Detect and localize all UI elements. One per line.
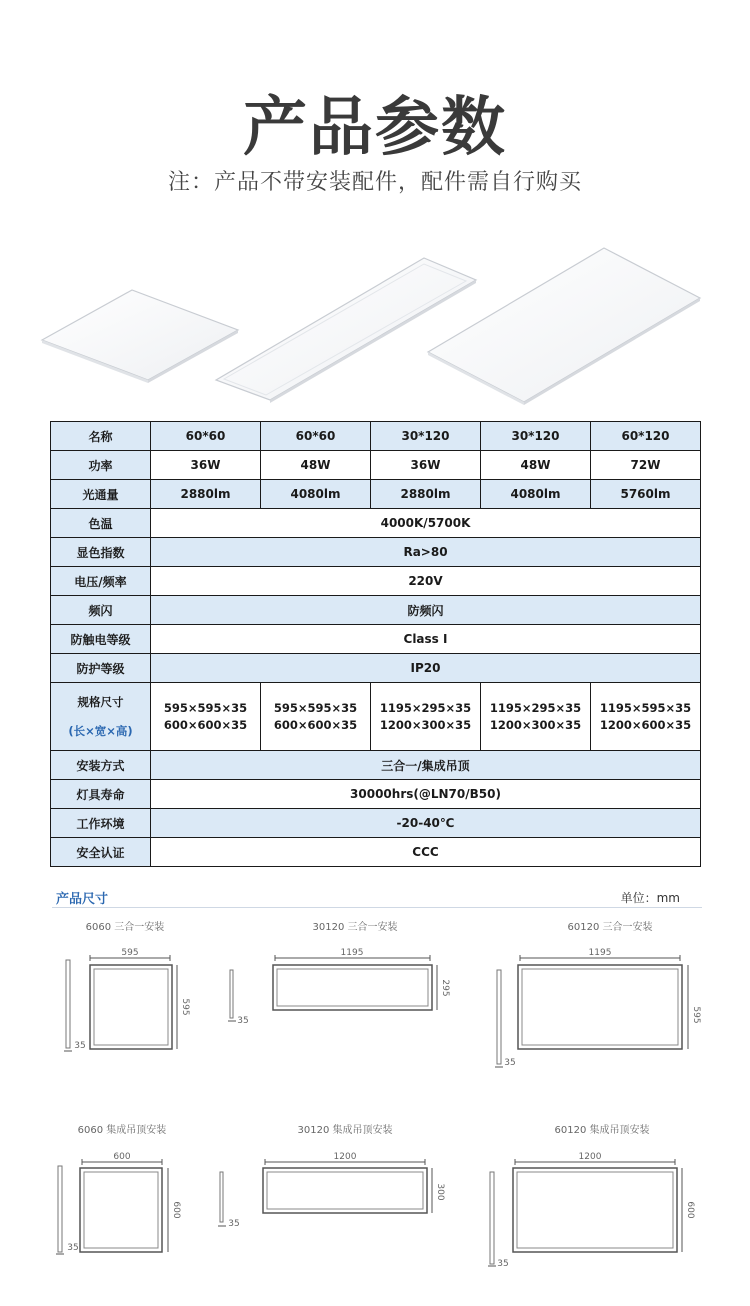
spec-row-installation xyxy=(51,751,701,780)
dimension-width: 1200 xyxy=(578,1152,602,1162)
dimension-depth: 35 xyxy=(237,1016,249,1026)
dimension-width: 600 xyxy=(113,1152,131,1162)
panel-30x120 xyxy=(216,258,476,403)
spec-label-main: 规格尺寸 xyxy=(77,694,124,709)
dimension-height: 600 xyxy=(171,1201,181,1219)
spec-label: 安装方式 xyxy=(51,751,151,780)
spec-value: 4080lm xyxy=(481,480,591,509)
spec-value: IP20 xyxy=(151,654,701,683)
dimension-depth: 35 xyxy=(228,1219,240,1229)
spec-label: 安全认证 xyxy=(51,838,151,867)
panel-60x60 xyxy=(42,290,238,383)
dimensions-unit: 单位：mm xyxy=(620,891,680,905)
spec-value: Class I xyxy=(151,625,701,654)
dimension-depth: 35 xyxy=(74,1041,86,1051)
spec-label: 频闪 xyxy=(51,596,151,625)
dimensions-title: 产品尺寸 xyxy=(56,892,109,907)
dimension-width: 1195 xyxy=(340,948,364,958)
spec-value: 36W xyxy=(371,451,481,480)
spec-value: 4000K/5700K xyxy=(151,509,701,538)
size-line: 1195×595×35 xyxy=(599,700,692,715)
spec-label: 电压/频率 xyxy=(51,567,151,596)
drawing-6060-three-in-one xyxy=(64,920,190,1051)
spec-value xyxy=(261,683,371,751)
spec-value: 48W xyxy=(481,451,591,480)
dimension-width: 1195 xyxy=(588,948,612,958)
spec-row-power xyxy=(51,451,701,480)
drawing-caption: 60120 集成吊顶安装 xyxy=(554,1125,650,1136)
spec-value: 36W xyxy=(151,451,261,480)
drawing-6060-integrated-ceiling xyxy=(56,1123,181,1254)
drawing-60120-three-in-one xyxy=(495,920,701,1068)
spec-row-ip-rating xyxy=(51,654,701,683)
dimension-depth: 35 xyxy=(67,1243,79,1253)
spec-label: 光通量 xyxy=(51,480,151,509)
spec-value: 30*120 xyxy=(481,422,591,451)
dimensions-divider xyxy=(52,907,702,908)
spec-row-size xyxy=(51,683,701,751)
spec-value: 72W xyxy=(591,451,701,480)
drawing-60120-integrated-ceiling xyxy=(488,1123,695,1269)
spec-label: 名称 xyxy=(51,422,151,451)
spec-value: Ra>80 xyxy=(151,538,701,567)
spec-row-flicker xyxy=(51,596,701,625)
dimension-depth: 35 xyxy=(504,1058,516,1068)
spec-value: CCC xyxy=(151,838,701,867)
spec-value xyxy=(481,683,591,751)
size-line: 1200×300×35 xyxy=(489,717,582,732)
spec-value: -20-40℃ xyxy=(151,809,701,838)
drawing-caption: 6060 三合一安装 xyxy=(85,922,165,933)
size-line: 1200×300×35 xyxy=(379,717,472,732)
spec-value: 5760lm xyxy=(591,480,701,509)
dimension-drawings xyxy=(0,910,750,1290)
page-title: 产品参数 xyxy=(243,91,507,165)
spec-label-sub: (长×宽×高) xyxy=(68,723,133,738)
spec-label: 色温 xyxy=(51,509,151,538)
drawing-caption: 30120 集成吊顶安装 xyxy=(297,1125,393,1136)
spec-value: 2880lm xyxy=(371,480,481,509)
size-line: 595×595×35 xyxy=(273,700,358,715)
drawing-caption: 6060 集成吊顶安装 xyxy=(77,1125,167,1136)
dimension-height: 295 xyxy=(440,979,450,997)
size-line: 1195×295×35 xyxy=(489,700,582,715)
spec-table xyxy=(50,421,701,867)
dimension-depth: 35 xyxy=(497,1259,509,1269)
spec-value: 30000hrs(@LN70/B50) xyxy=(151,780,701,809)
drawing-caption: 30120 三合一安装 xyxy=(312,922,398,933)
panel-60x120 xyxy=(428,248,700,405)
spec-value: 48W xyxy=(261,451,371,480)
size-line: 1195×295×35 xyxy=(379,700,472,715)
size-line: 1200×600×35 xyxy=(599,717,692,732)
spec-row-name xyxy=(51,422,701,451)
spec-label xyxy=(51,683,151,751)
dimension-width: 1200 xyxy=(333,1152,357,1162)
spec-label: 工作环境 xyxy=(51,809,151,838)
spec-label: 防触电等级 xyxy=(51,625,151,654)
spec-row-voltage xyxy=(51,567,701,596)
size-line: 600×600×35 xyxy=(273,717,358,732)
drawing-30120-integrated-ceiling xyxy=(218,1123,445,1229)
size-line: 595×595×35 xyxy=(163,700,248,715)
spec-row-certification xyxy=(51,838,701,867)
spec-value: 60*60 xyxy=(151,422,261,451)
product-panels-image xyxy=(0,240,750,420)
spec-value xyxy=(151,683,261,751)
spec-value xyxy=(591,683,701,751)
spec-row-environment xyxy=(51,809,701,838)
spec-value xyxy=(371,683,481,751)
dimension-height: 595 xyxy=(691,1006,701,1024)
spec-value: 4080lm xyxy=(261,480,371,509)
page-subtitle: 注：产品不带安装配件，配件需自行购买 xyxy=(167,170,582,195)
spec-label: 功率 xyxy=(51,451,151,480)
dimension-height: 300 xyxy=(435,1183,445,1201)
drawing-30120-three-in-one xyxy=(228,920,450,1026)
spec-row-cct xyxy=(51,509,701,538)
size-line: 600×600×35 xyxy=(163,717,248,732)
dimension-height: 595 xyxy=(180,998,190,1016)
spec-value: 60*60 xyxy=(261,422,371,451)
dimension-height: 600 xyxy=(685,1201,695,1219)
spec-label: 防护等级 xyxy=(51,654,151,683)
spec-row-protection-class xyxy=(51,625,701,654)
spec-row-lumen xyxy=(51,480,701,509)
spec-value: 220V xyxy=(151,567,701,596)
drawing-caption: 60120 三合一安装 xyxy=(567,922,653,933)
spec-row-cri xyxy=(51,538,701,567)
spec-label: 灯具寿命 xyxy=(51,780,151,809)
spec-value: 防频闪 xyxy=(151,596,701,625)
spec-value: 30*120 xyxy=(371,422,481,451)
spec-row-lifetime xyxy=(51,780,701,809)
dimension-width: 595 xyxy=(121,948,139,958)
spec-label: 显色指数 xyxy=(51,538,151,567)
spec-value: 2880lm xyxy=(151,480,261,509)
spec-value: 三合一/集成吊顶 xyxy=(151,751,701,780)
spec-value: 60*120 xyxy=(591,422,701,451)
